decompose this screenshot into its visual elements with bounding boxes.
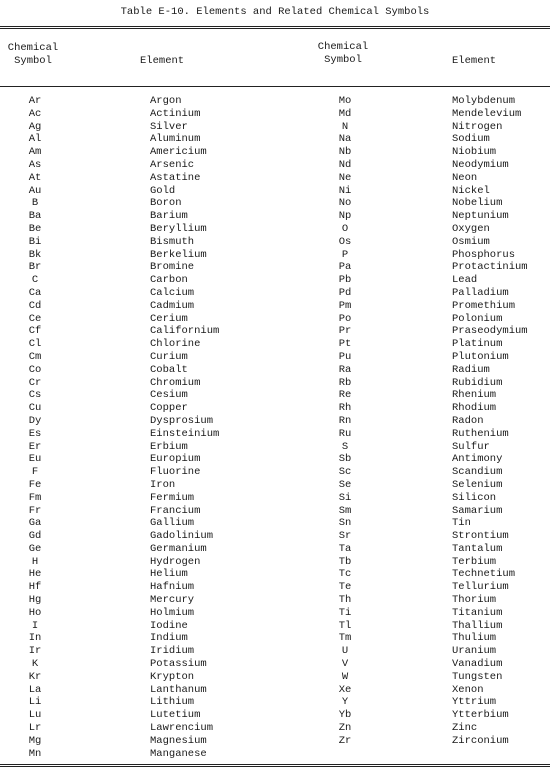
symbol-cell: Kr: [28, 670, 42, 683]
element-cell: Scandium: [452, 466, 503, 479]
symbol-cell: Sc: [338, 466, 352, 479]
element-cell: Praseodymium: [452, 325, 528, 338]
element-cell: Ytterbium: [452, 709, 509, 722]
symbol-cell: O: [341, 222, 349, 235]
element-cell: Mercury: [150, 594, 195, 607]
element-cell: Aluminum: [150, 133, 201, 146]
symbol-cell: Y: [341, 696, 349, 709]
element-cell: Palladium: [452, 286, 509, 299]
symbol-cell: Er: [28, 440, 42, 453]
element-cell: Fluorine: [150, 466, 201, 479]
element-cell: Erbium: [150, 440, 188, 453]
element-cell: Chlorine: [150, 338, 201, 351]
element-cell: Samarium: [452, 504, 503, 517]
symbol-cell: Ga: [28, 517, 42, 530]
symbol-cell: C: [31, 274, 39, 287]
symbol-cell: Fr: [28, 504, 42, 517]
element-cell: Iridium: [150, 645, 195, 658]
element-cell: Gold: [150, 184, 176, 197]
element-cell: Radium: [452, 363, 490, 376]
symbol-cell: Pb: [338, 274, 352, 287]
element-cell: Platinum: [452, 338, 503, 351]
symbol-cell: Rh: [338, 402, 352, 415]
symbol-cell: Zr: [338, 734, 352, 747]
symbol-cell: Po: [338, 312, 352, 325]
symbol-cell: Ce: [28, 312, 42, 325]
top-rule: [0, 26, 550, 27]
element-cell: Manganese: [150, 747, 207, 760]
symbol-cell: Np: [338, 210, 352, 223]
element-cell: Neon: [452, 171, 478, 184]
element-cell: Carbon: [150, 274, 188, 287]
symbol-cell: Ag: [28, 120, 42, 133]
symbol-cell: Pu: [338, 350, 352, 363]
element-cell: Helium: [150, 568, 188, 581]
element-cell: Thorium: [452, 594, 497, 607]
symbol-cell: Ar: [28, 95, 42, 107]
element-cell: Gallium: [150, 517, 195, 530]
symbol-cell: Mo: [338, 95, 352, 107]
element-cell: Tin: [452, 517, 471, 530]
right-element-column: [452, 95, 550, 748]
symbol-cell: Sn: [338, 517, 352, 530]
symbol-cell: Gd: [28, 530, 42, 543]
symbol-cell: Bi: [28, 235, 42, 248]
symbol-cell: Rn: [338, 414, 352, 427]
element-cell: Sodium: [452, 133, 490, 146]
symbol-cell: Rb: [338, 376, 352, 389]
element-cell: Bromine: [150, 261, 195, 274]
element-cell: Nobelium: [452, 197, 503, 210]
symbol-cell: Si: [338, 491, 352, 504]
element-cell: Ruthenium: [452, 427, 509, 440]
element-cell: Titanium: [452, 606, 503, 619]
element-cell: Germanium: [150, 542, 207, 555]
symbol-cell: Hf: [28, 581, 42, 594]
element-cell: Lanthanum: [150, 683, 207, 696]
element-cell: Actinium: [150, 107, 201, 120]
symbol-cell: V: [341, 658, 349, 671]
symbol-cell: Tl: [338, 619, 352, 632]
symbol-cell: Co: [28, 363, 42, 376]
symbol-cell: Es: [28, 427, 42, 440]
element-cell: Phosphorus: [452, 248, 516, 261]
element-cell: Technetium: [452, 568, 516, 581]
element-cell: Uranium: [452, 645, 497, 658]
symbol-cell: Te: [338, 581, 352, 594]
symbol-cell: Sr: [338, 530, 352, 543]
symbol-cell: Se: [338, 478, 352, 491]
symbol-cell: H: [31, 555, 39, 568]
symbol-cell: Pd: [338, 286, 352, 299]
left-element-column: [150, 95, 300, 760]
element-cell: Europium: [150, 453, 201, 466]
symbol-cell: B: [31, 197, 39, 210]
element-cell: Curium: [150, 350, 188, 363]
symbol-cell: Eu: [28, 453, 42, 466]
element-cell: Xenon: [452, 683, 484, 696]
symbol-cell: Tb: [338, 555, 352, 568]
symbol-cell: Nd: [338, 158, 352, 171]
element-cell: Silver: [150, 120, 188, 133]
element-cell: Sulfur: [452, 440, 490, 453]
element-cell: Dysprosium: [150, 414, 214, 427]
bottom-rule-double: [0, 766, 550, 767]
symbol-cell: Ir: [28, 645, 42, 658]
symbol-cell: Bk: [28, 248, 42, 261]
symbol-cell: Cu: [28, 402, 42, 415]
element-cell: Oxygen: [452, 222, 490, 235]
symbol-cell: Dy: [28, 414, 42, 427]
element-cell: Krypton: [150, 670, 195, 683]
element-cell: Tellurium: [452, 581, 509, 594]
symbol-cell: Au: [28, 184, 42, 197]
element-cell: Bismuth: [150, 235, 195, 248]
element-cell: Californium: [150, 325, 220, 338]
symbol-cell: Hg: [28, 594, 42, 607]
symbol-cell: U: [341, 645, 349, 658]
symbol-cell: La: [28, 683, 42, 696]
symbol-cell: In: [28, 632, 42, 645]
element-cell: Zinc: [452, 722, 478, 735]
right-symbol-column: [332, 95, 358, 748]
element-cell: Holmium: [150, 606, 195, 619]
element-cell: Tantalum: [452, 542, 503, 555]
left-symbol-column: [22, 95, 48, 760]
symbol-cell: Pt: [338, 338, 352, 351]
element-cell: Barium: [150, 210, 188, 223]
symbol-cell: Th: [338, 594, 352, 607]
symbol-cell: Sb: [338, 453, 352, 466]
element-cell: Iron: [150, 478, 176, 491]
element-cell: Silicon: [452, 491, 497, 504]
symbol-cell: Pa: [338, 261, 352, 274]
element-cell: Rhodium: [452, 402, 497, 415]
symbol-cell: Lu: [28, 709, 42, 722]
symbol-cell: Cf: [28, 325, 42, 338]
symbol-cell: Cm: [28, 350, 42, 363]
symbol-cell: Cd: [28, 299, 42, 312]
element-cell: Calcium: [150, 286, 195, 299]
header-symbol-right-line2: Symbol: [324, 54, 362, 66]
symbol-cell: Nb: [338, 146, 352, 159]
symbol-cell: He: [28, 568, 42, 581]
element-cell: Zirconium: [452, 734, 509, 747]
symbol-cell: Ne: [338, 171, 352, 184]
element-cell: Magnesium: [150, 734, 207, 747]
symbol-cell: Ca: [28, 286, 42, 299]
symbol-cell: Re: [338, 389, 352, 402]
symbol-cell: Xe: [338, 683, 352, 696]
symbol-cell: N: [341, 120, 349, 133]
element-cell: Radon: [452, 414, 484, 427]
element-cell: Cobalt: [150, 363, 188, 376]
symbol-cell: Pm: [338, 299, 352, 312]
element-cell: Hydrogen: [150, 555, 201, 568]
element-cell: Hafnium: [150, 581, 195, 594]
element-cell: Nickel: [452, 184, 490, 197]
symbol-cell: Br: [28, 261, 42, 274]
element-cell: Rubidium: [452, 376, 503, 389]
element-cell: Antimony: [452, 453, 503, 466]
element-cell: Beryllium: [150, 222, 207, 235]
symbol-cell: Mn: [28, 747, 42, 760]
element-cell: Rhenium: [452, 389, 497, 402]
symbol-cell: W: [341, 670, 349, 683]
header-symbol-right-line1: Chemical: [317, 41, 369, 53]
element-cell: Osmium: [452, 235, 490, 248]
header-symbol-right: [314, 41, 372, 67]
symbol-cell: P: [341, 248, 349, 261]
symbol-cell: Os: [338, 235, 352, 248]
symbol-cell: Yb: [338, 709, 352, 722]
symbol-cell: Fm: [28, 491, 42, 504]
symbol-cell: Na: [338, 133, 352, 146]
element-cell: Vanadium: [452, 658, 503, 671]
element-cell: Cesium: [150, 389, 188, 402]
header-symbol-left: [4, 42, 62, 68]
symbol-cell: Be: [28, 222, 42, 235]
element-cell: Mendelevium: [452, 107, 522, 120]
element-cell: Copper: [150, 402, 188, 415]
symbol-cell: Ho: [28, 606, 42, 619]
symbol-cell: Ru: [338, 427, 352, 440]
header-element-right: Element: [452, 55, 497, 67]
element-cell: Niobium: [452, 146, 497, 159]
symbol-cell: Mg: [28, 734, 42, 747]
symbol-cell: Ti: [338, 606, 352, 619]
symbol-cell: Ac: [28, 107, 42, 120]
symbol-cell: Tc: [338, 568, 352, 581]
symbol-cell: Li: [28, 696, 42, 709]
element-cell: Tungsten: [452, 670, 503, 683]
element-cell: Gadolinium: [150, 530, 214, 543]
top-rule-double: [0, 28, 550, 29]
element-cell: Yttrium: [452, 696, 497, 709]
element-cell: Fermium: [150, 491, 195, 504]
element-cell: Cadmium: [150, 299, 195, 312]
element-cell: Plutonium: [452, 350, 509, 363]
element-cell: Nitrogen: [452, 120, 503, 133]
element-cell: Promethium: [452, 299, 516, 312]
element-cell: Neodymium: [452, 158, 509, 171]
element-cell: Boron: [150, 197, 182, 210]
symbol-cell: No: [338, 197, 352, 210]
element-cell: Cerium: [150, 312, 188, 325]
element-cell: Selenium: [452, 478, 503, 491]
element-cell: Potassium: [150, 658, 207, 671]
element-cell: Polonium: [452, 312, 503, 325]
symbol-cell: Ba: [28, 210, 42, 223]
element-cell: Strontium: [452, 530, 509, 543]
symbol-cell: K: [31, 658, 39, 671]
header-symbol-left-line1: Chemical: [7, 42, 59, 54]
element-cell: Terbium: [452, 555, 497, 568]
symbol-cell: Fe: [28, 478, 42, 491]
element-cell: Argon: [150, 95, 182, 107]
symbol-cell: F: [31, 466, 39, 479]
element-cell: Iodine: [150, 619, 188, 632]
header-rule: [0, 86, 550, 87]
symbol-cell: Zn: [338, 722, 352, 735]
element-cell: Indium: [150, 632, 188, 645]
symbol-cell: S: [341, 440, 349, 453]
symbol-cell: Cr: [28, 376, 42, 389]
symbol-cell: Al: [28, 133, 42, 146]
element-cell: Astatine: [150, 171, 201, 184]
element-cell: Lutetium: [150, 709, 201, 722]
symbol-cell: Sm: [338, 504, 352, 517]
element-cell: Thulium: [452, 632, 497, 645]
symbol-cell: Cl: [28, 338, 42, 351]
symbol-cell: Tm: [338, 632, 352, 645]
symbol-cell: Cs: [28, 389, 42, 402]
element-cell: Lawrencium: [150, 722, 214, 735]
header-element-left: Element: [140, 55, 185, 67]
element-cell: Chromium: [150, 376, 201, 389]
symbol-cell: Ta: [338, 542, 352, 555]
symbol-cell: I: [31, 619, 39, 632]
element-cell: Thallium: [452, 619, 503, 632]
element-cell: Protactinium: [452, 261, 528, 274]
symbol-cell: Ni: [338, 184, 352, 197]
symbol-cell: Ra: [338, 363, 352, 376]
symbol-cell: Pr: [338, 325, 352, 338]
element-cell: Arsenic: [150, 158, 195, 171]
symbol-cell: Md: [338, 107, 352, 120]
element-cell: Lithium: [150, 696, 195, 709]
element-cell: Berkelium: [150, 248, 207, 261]
header-symbol-left-line2: Symbol: [14, 55, 52, 67]
element-cell: Einsteinium: [150, 427, 220, 440]
element-cell: Francium: [150, 504, 201, 517]
symbol-cell: Lr: [28, 722, 42, 735]
bottom-rule: [0, 764, 550, 765]
symbol-cell: Ge: [28, 542, 42, 555]
element-cell: Americium: [150, 146, 207, 159]
element-cell: Lead: [452, 274, 478, 287]
symbol-cell: At: [28, 171, 42, 184]
symbol-cell: As: [28, 158, 42, 171]
element-cell: Neptunium: [452, 210, 509, 223]
table-title: Table E-10. Elements and Related Chemical Symbols: [120, 6, 430, 18]
symbol-cell: Am: [28, 146, 42, 159]
element-cell: Molybdenum: [452, 95, 516, 107]
